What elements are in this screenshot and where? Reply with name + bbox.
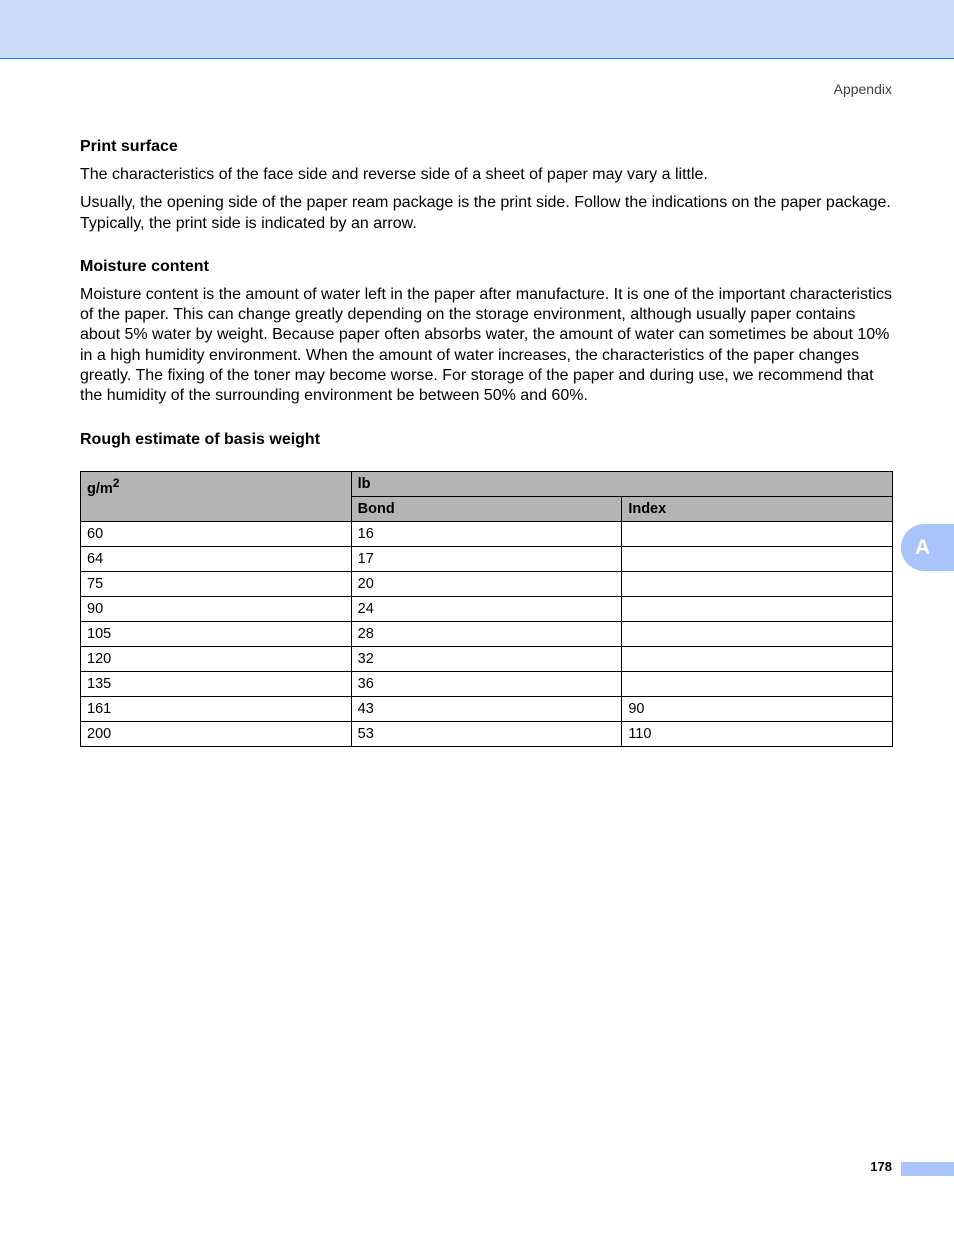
cell-bond: 43 — [351, 696, 622, 721]
cell-bond: 28 — [351, 621, 622, 646]
cell-index: 110 — [622, 721, 893, 746]
paragraph: The characteristics of the face side and reverse side of a sheet of paper may vary a little. — [80, 166, 708, 183]
cell-bond: 36 — [351, 671, 622, 696]
cell-bond: 20 — [351, 571, 622, 596]
section-basis-weight — [80, 429, 893, 451]
cell-gsm: 135 — [81, 671, 352, 696]
cell-gsm: 90 — [81, 596, 352, 621]
table-row — [81, 596, 893, 621]
page-header-band — [0, 0, 954, 59]
running-header: Appendix — [833, 81, 892, 97]
table-header-row — [81, 471, 893, 496]
cell-index — [622, 521, 893, 546]
section-heading: Moisture content — [80, 257, 209, 275]
cell-gsm: 75 — [81, 571, 352, 596]
section-print-surface — [80, 136, 893, 234]
header-cell-lb: lb — [351, 471, 892, 496]
cell-gsm: 161 — [81, 696, 352, 721]
cell-index — [622, 546, 893, 571]
cell-bond: 16 — [351, 521, 622, 546]
cell-bond: 32 — [351, 646, 622, 671]
header-cell-bond: Bond — [351, 496, 622, 521]
basis-weight-table — [80, 471, 893, 747]
cell-index: 90 — [622, 696, 893, 721]
header-cell-gsm — [81, 471, 352, 521]
page-number: 178 — [870, 1159, 892, 1174]
page-number-bar — [901, 1162, 954, 1176]
page-content — [80, 136, 893, 747]
cell-index — [622, 646, 893, 671]
cell-gsm: 60 — [81, 521, 352, 546]
cell-gsm: 200 — [81, 721, 352, 746]
chapter-tab: A — [901, 524, 954, 571]
cell-index — [622, 571, 893, 596]
table-row — [81, 646, 893, 671]
paragraph: Moisture content is the amount of water left in the paper after manufacture. It is one of the important characteristics of the paper. This can change greatly depending on the storage environment, although usually paper contains about 5% water by weight. Because paper often absorbs water, the amount of water can sometimes be about 10% in a high humidity environment. When the amount of water increases, the characteristics of the paper changes greatly. The fixing of the toner may become worse. For storage of the paper and during use, we recommend that the humidity of the surrounding environment be between 50% and 60%. — [80, 285, 892, 405]
table-row — [81, 521, 893, 546]
cell-gsm: 64 — [81, 546, 352, 571]
cell-index — [622, 671, 893, 696]
cell-bond: 53 — [351, 721, 622, 746]
table-row — [81, 671, 893, 696]
paragraph: Usually, the opening side of the paper ream package is the print side. Follow the indications on the paper package. Typically, the print side is indicated by an arrow. — [80, 194, 891, 232]
header-cell-index: Index — [622, 496, 893, 521]
header-gsm-sup: 2 — [112, 475, 120, 490]
cell-gsm: 120 — [81, 646, 352, 671]
section-heading: Print surface — [80, 138, 178, 155]
cell-bond: 17 — [351, 546, 622, 571]
table-row — [81, 546, 893, 571]
table-row — [81, 721, 893, 746]
header-gsm-base: g/m — [87, 480, 113, 497]
table-row — [81, 621, 893, 646]
table-row — [81, 571, 893, 596]
section-heading: Rough estimate of basis weight — [80, 430, 321, 448]
cell-index — [622, 596, 893, 621]
cell-bond: 24 — [351, 596, 622, 621]
section-moisture-content — [80, 256, 893, 407]
table-row — [81, 696, 893, 721]
cell-index — [622, 621, 893, 646]
table-body — [81, 521, 893, 746]
cell-gsm: 105 — [81, 621, 352, 646]
